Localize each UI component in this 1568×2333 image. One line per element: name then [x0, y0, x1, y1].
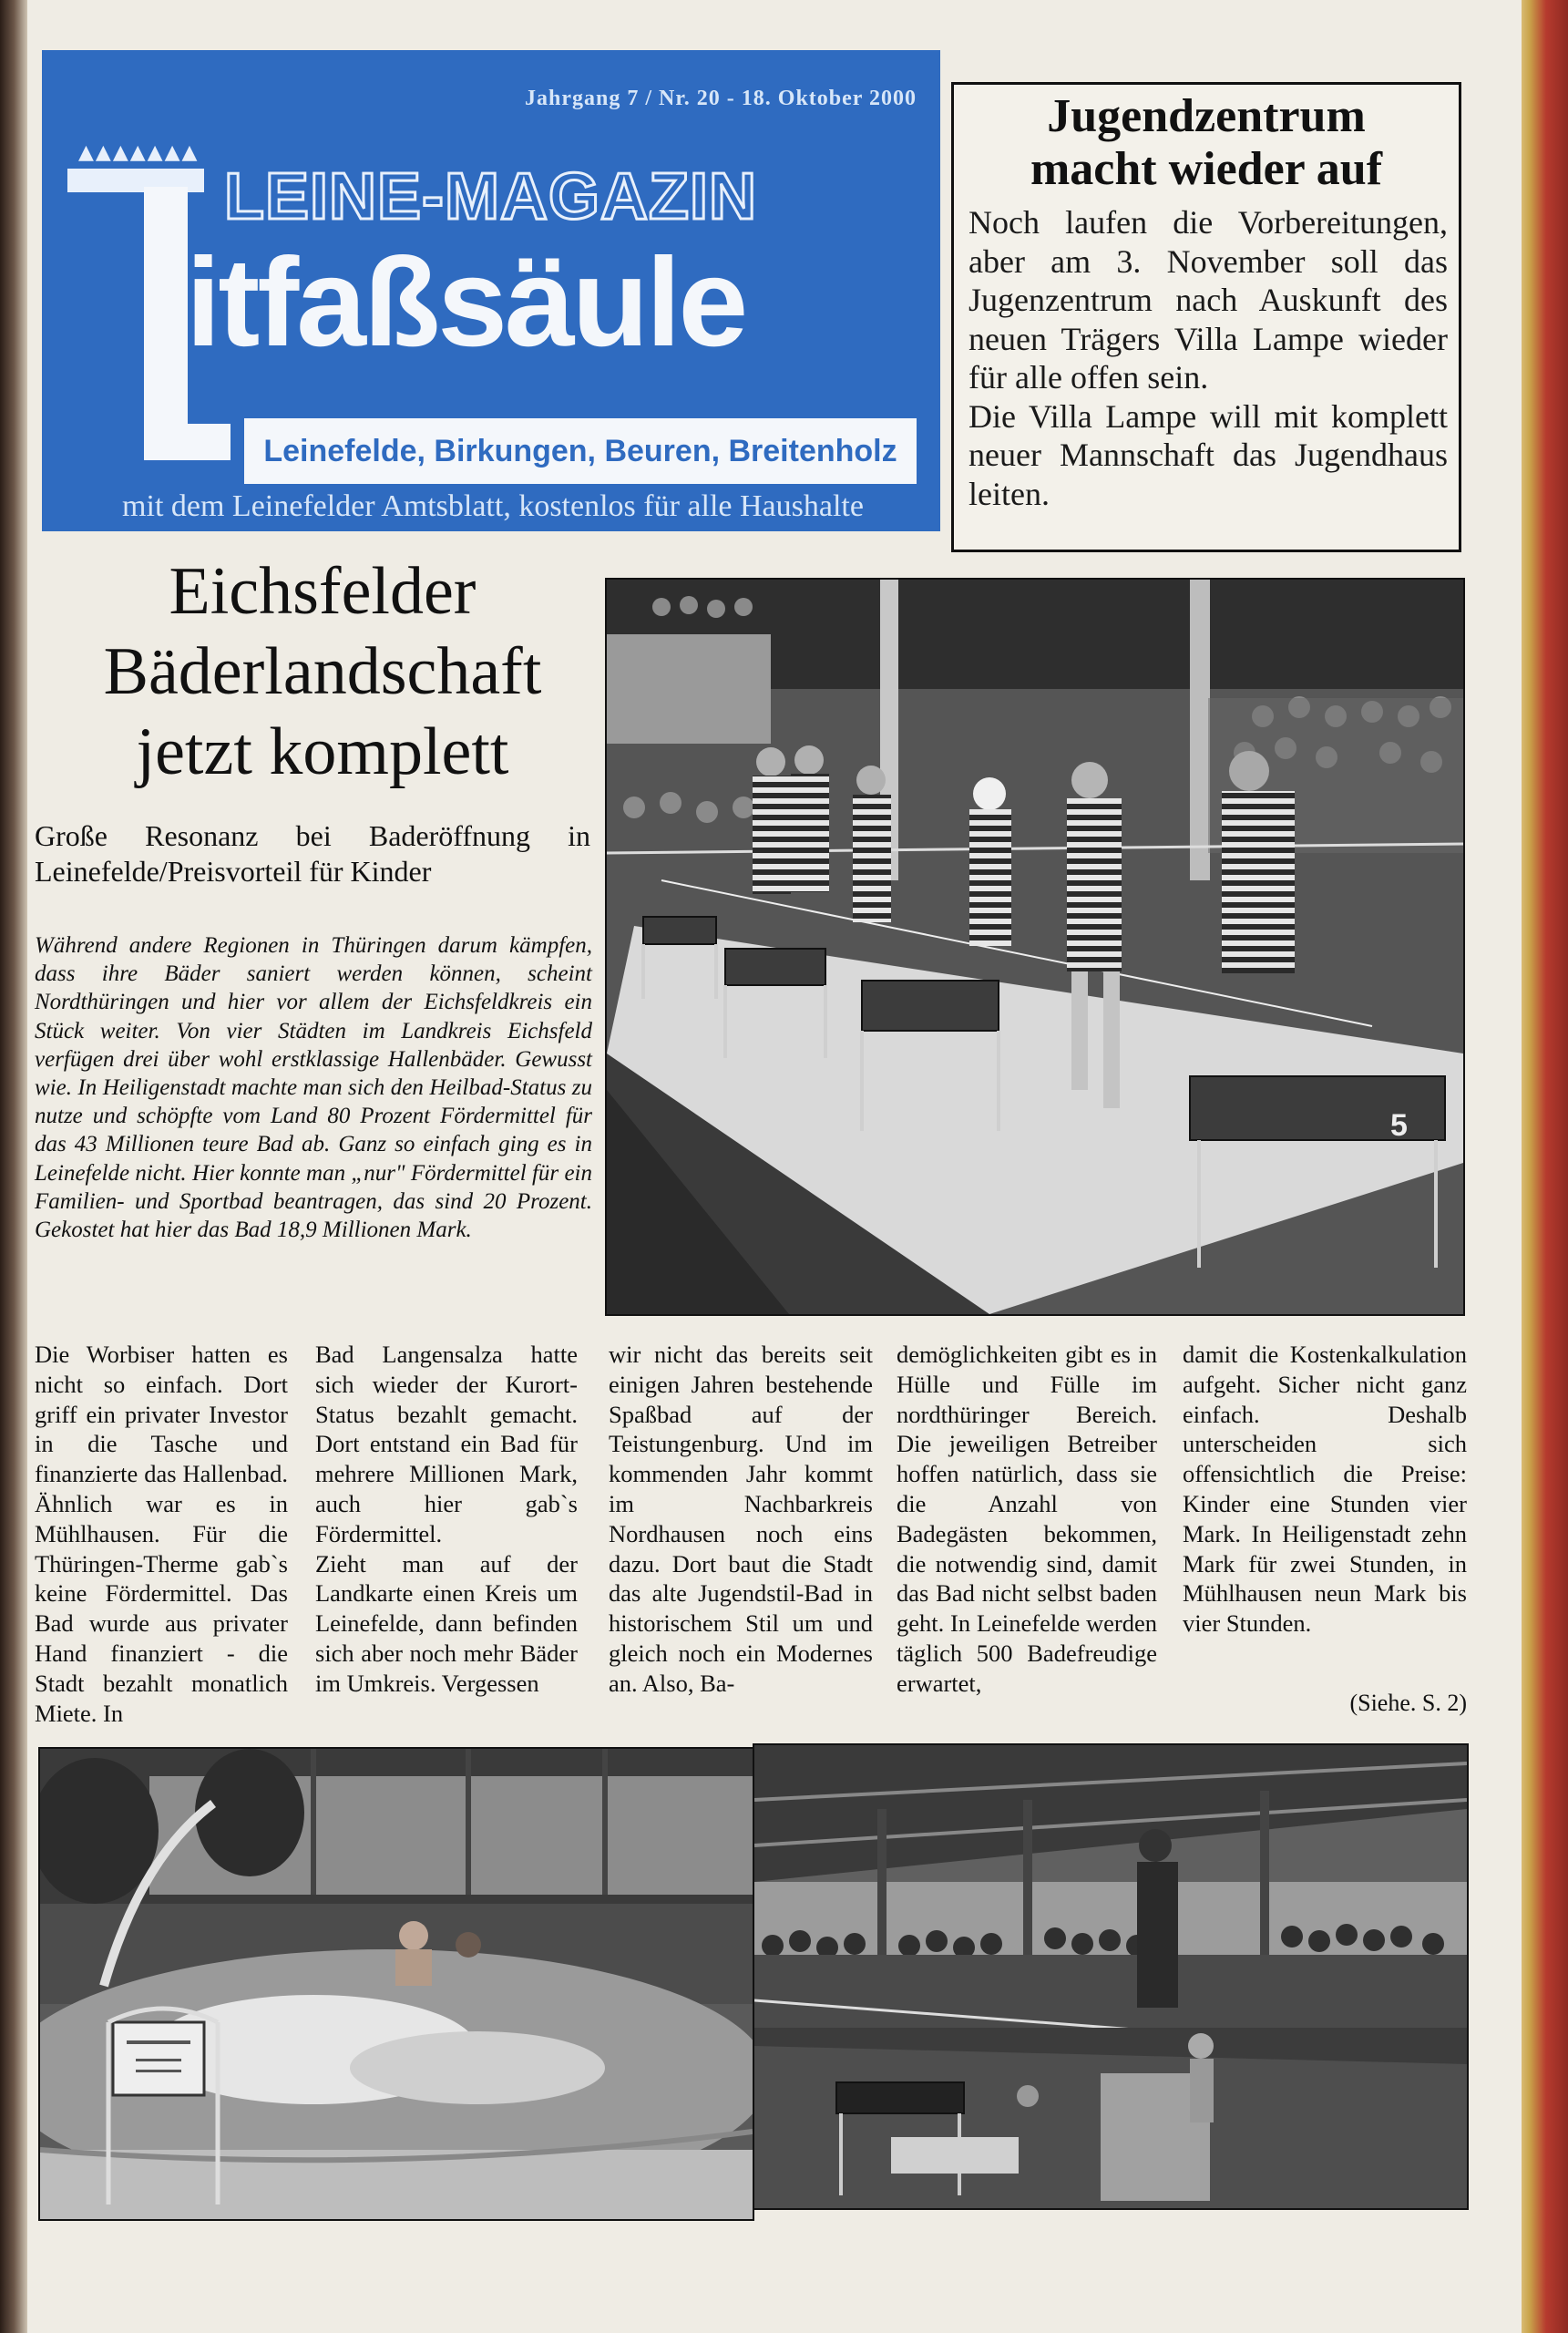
column-text: damit die Kostenkalkulation aufgeht. Sicher nicht ganz einfach. Deshalb unterscheiden sich offensichtlich die Preise: Kinder eine Stunden vier Mark. In Heiligenstadt zehn Mark für zwei Stunden, in Mühlhausen neun Mark bis vier Stunden. — [1183, 1341, 1467, 1638]
lane-number: 5 — [1390, 1108, 1408, 1143]
sidebar-headline-line1: Jugendzentrum — [1047, 90, 1366, 142]
sidebar-paragraph: Noch laufen die Vorbereitungen, aber am 3. November soll das Jugenzentrum nach Auskunft des neuen Trägers Villa Lampe wieder für alle offen sein. — [968, 204, 1448, 396]
photo-pool-opening — [605, 578, 1465, 1316]
newspaper-page — [27, 0, 1522, 2333]
main-headline-line1: Eichsfelder — [169, 554, 477, 629]
book-binding-left — [0, 0, 31, 2333]
main-headline-line2: Bäderlandschaft — [103, 634, 542, 709]
magazine-name: LEINE-MAGAZIN — [224, 160, 757, 233]
sidebar-headline-line2: macht wieder auf — [1030, 143, 1383, 195]
sidebar-headline — [954, 90, 1459, 196]
subheadline: Große Resonanz bei Baderöffnung in Leinefelde/Preisvorteil für Kinder — [35, 819, 590, 888]
crown-ornament: ▲▲▲▲▲▲▲ — [78, 141, 200, 164]
column-text: Zieht man auf der Landkarte einen Kreis um Leinefelde, dann befinden sich aber noch mehr Bäder im Umkreis. Vergessen — [315, 1549, 578, 1697]
photo-whirlpool — [38, 1747, 754, 2221]
photo-pool-crowd — [753, 1743, 1469, 2210]
book-binding-right — [1513, 0, 1568, 2333]
column-text: Die Worbiser hatten es nicht so einfach. Dort griff ein privater Investor in die Tasche und finanzierte das Hallenbad. Ähnlich war es in Mühlhausen. Für die Thüringen-Therme gab`s keine Fördermittel. Das Bad wurde aus privater Hand finanziert - die Stadt bezahlt monatlich Miete. In — [35, 1341, 288, 1727]
column-text: wir nicht das bereits seit einigen Jahren bestehende Spaßbad auf der Teistungenburg. Und im kommenden Jahr kommt im Nachbarkreis Nordhausen noch eins dazu. Dort baut die Stadt das alte Jugendstil-Bad in historischem Stil um und gleich noch ein Modernes an. Also, Ba- — [609, 1341, 873, 1697]
main-headline-line3: jetzt komplett — [136, 714, 509, 789]
article-column — [897, 1340, 1157, 1699]
column-text: Bad Langensalza hatte sich wieder der Kurort-Status bezahlt gemacht. Dort entstand ein Bad für mehrere Millionen Mark, auch hier gab`s Fördermittel. — [315, 1341, 578, 1547]
sidebar-article-box — [951, 82, 1461, 552]
article-column — [1183, 1340, 1467, 1639]
litfass-column-base — [144, 424, 231, 460]
article-column — [35, 1340, 288, 1728]
article-intro: Während andere Regionen in Thüringen darum kämpfen, dass ihre Bäder saniert werden können, scheint Nordthüringen und hier vor allem der Eichsfeldkreis ein Stück weiter. Von vier Städten im Landkreis Eichsfeld verfügen drei über wohl erstklassige Hallenbäder. Gewusst wie. In Heiligenstadt machte man sich den Heilbad-Status zu nutze und schöpfte vom Land 80 Prozent Fördermittel für das 43 Millionen teure Bad ab. Ganz so einfach ging es in Leinefelde nicht. Hier konnte man „nur" Fördermittel für ein Familien- und Sportbad beantragen, das sind 20 Prozent. Gekostet hat hier das Bad 18,9 Millionen Mark. — [35, 933, 592, 1243]
litfass-column-logo — [144, 187, 188, 460]
masthead — [42, 50, 940, 531]
sidebar-body — [968, 203, 1448, 513]
column-text: demöglichkeiten gibt es in Hülle und Fülle im nordthüringer Bereich. Die jeweiligen Betreiber hoffen natürlich, dass sie die Anzahl von Badegästen bekommen, die notwendig sind, damit das Bad nicht selbst baden geht. In Leinefelde werden täglich 500 Badefreudige erwartet, — [897, 1341, 1157, 1697]
masthead-title: itfaßsäule — [186, 232, 746, 373]
masthead-subtitle: mit dem Leinefelder Amtsblatt, kostenlos für alle Haushalte — [122, 489, 864, 523]
towns-banner: Leinefelde, Birkungen, Beuren, Breitenholz — [244, 418, 917, 484]
issue-line: Jahrgang 7 / Nr. 20 - 18. Oktober 2000 — [524, 87, 917, 110]
article-column — [609, 1340, 873, 1699]
article-column — [315, 1340, 578, 1699]
main-headline — [31, 551, 614, 792]
sidebar-paragraph: Die Villa Lampe will mit komplett neuer Mannschaft das Jugendhaus leiten. — [968, 397, 1448, 512]
page-reference: (Siehe. S. 2) — [1349, 1690, 1467, 1716]
